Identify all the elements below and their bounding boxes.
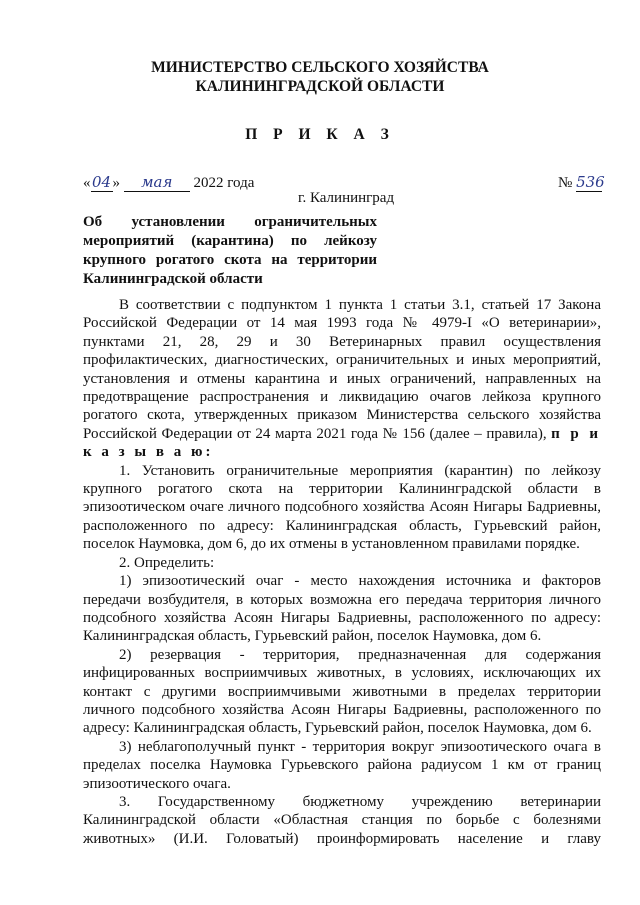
subject-line-2: мероприятий (карантина) по лейкозу — [83, 233, 377, 249]
preamble-text: В соответствии с подпунктом 1 пункта 1 статьи 3.1, статьей 17 Закона Российской Федерации от 14 мая 1993 года № 4979-I «О ветеринарии», пунктами 21, 28, 29 и 30 Ветеринарных правил осуществления профилактических, диагностических, ограничительных и иных мероприятий, установления и отмены карантина и иных ограничений, направленных на предотвращение распространения и ликвидацию очагов лейкоза крупного рогатого скота, утвержденных приказом Министерства сельского хозяйства Российской Федерации от 24 марта 2021 года № 156 (далее – правила), — [83, 297, 601, 442]
subject-line-4: Калининградской области — [83, 271, 263, 287]
subject-line-3: крупного рогатого скота на территории — [83, 252, 377, 268]
ministry-heading — [0, 58, 640, 96]
order-number — [558, 173, 605, 192]
order-command: п р и к а з ы в а ю: — [83, 425, 601, 461]
date-close-quote: » — [112, 175, 120, 191]
date-open-quote: « — [83, 175, 91, 191]
ministry-line-1: МИНИСТЕРСТВО СЕЛЬСКОГО ХОЗЯЙСТВА — [151, 59, 489, 76]
order-subject — [83, 213, 377, 289]
order-body — [83, 296, 601, 848]
clause-3: 3. Государственному бюджетному учреждению ветеринарии Калининградской области «Областная станция по борьбе с болезнями животных» (И.И. Головатый) проинформировать население и главу — [83, 793, 601, 847]
clause-1: 1. Установить ограничительные мероприятия (карантин) по лейкозу крупного рогатого скота на территории Калининградской области в эпизоотическом очаге личного подсобного хозяйства Асоян Нигары Бадриевны, расположенного по адресу: Калининградская область, Гурьевский район, поселок Наумовка, дом 6, до их отмены в установленном правилами порядке. — [83, 462, 601, 553]
clause-2-3: 3) неблагополучный пункт - территория вокруг эпизоотического очага в пределах поселка Наумовка Гурьевского района радиусом 1 км от границ эпизоотического очага. — [83, 738, 601, 792]
ministry-line-2: КАЛИНИНГРАДСКОЙ ОБЛАСТИ — [195, 78, 445, 95]
clause-2: 2. Определить: — [119, 554, 215, 571]
document-type-title: П Р И К А З — [245, 126, 395, 143]
city-line: г. Калининград — [298, 190, 395, 206]
clause-2-1: 1) эпизоотический очаг - место нахождения источника и факторов передачи возбудителя, в которых возможна его передача территория личного подсобного хозяйства Асоян Нигары Бадриевны, расположенного по адресу: Калининградская область, Гурьевский район, поселок Наумовка, дом 6. — [83, 573, 601, 645]
number-value-handwritten: 536 — [576, 173, 605, 191]
date-month-handwritten: мая — [124, 173, 190, 192]
date-day-handwritten: 04 — [91, 173, 112, 191]
preamble-paragraph — [83, 296, 601, 462]
order-date — [83, 173, 254, 192]
clause-2-2: 2) резервация - территория, предназначенная для содержания инфицированных восприимчивых животных, в условиях, исключающих их контакт с другими восприимчивыми животными в пределах территории личного подсобного хозяйства Асоян Нигары Бадриевны, расположенного по адресу: Калининградская область, Гурьевский район, поселок Наумовка, дом 6. — [83, 646, 601, 737]
number-sign: № — [558, 175, 573, 191]
subject-line-1: Об установлении ограничительных — [83, 214, 377, 230]
date-year: 2022 года — [193, 175, 255, 191]
